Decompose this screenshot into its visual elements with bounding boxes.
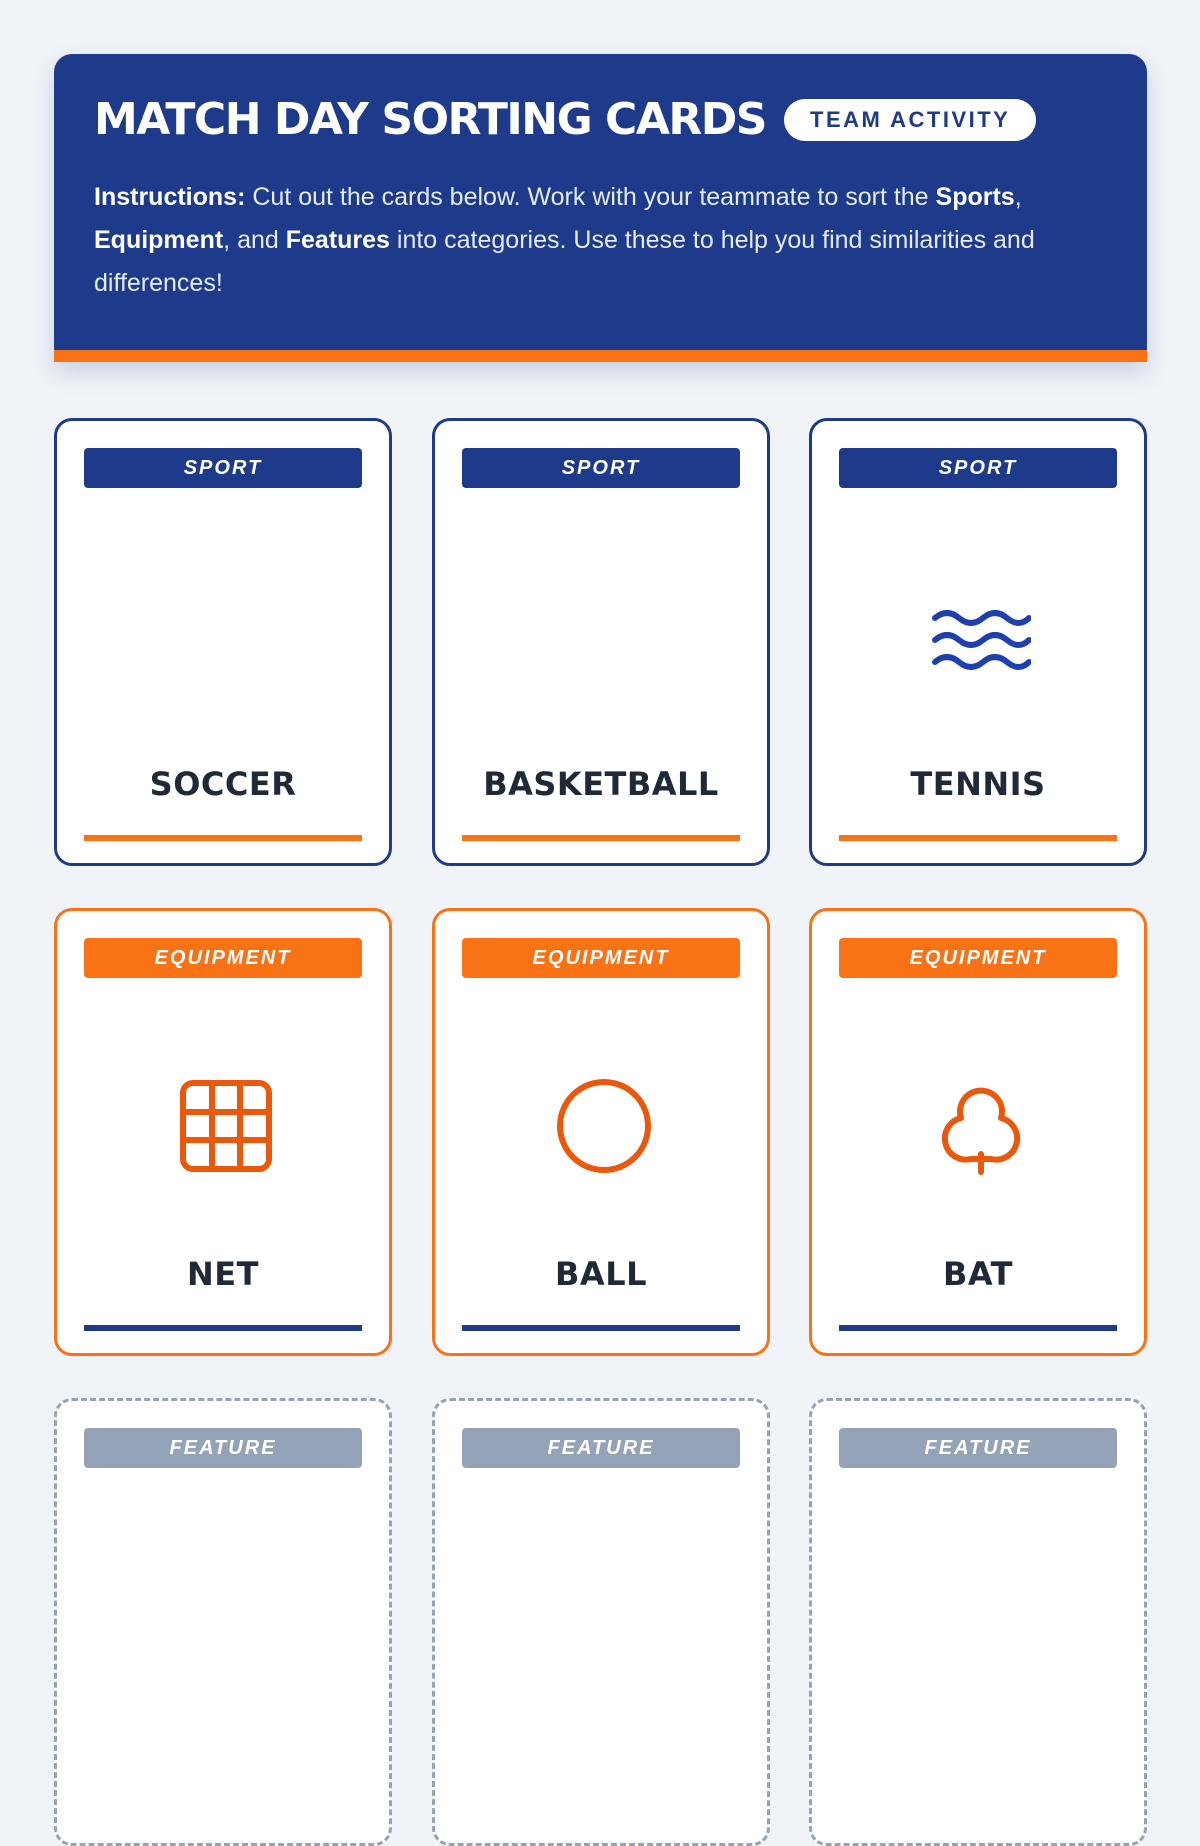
card-divider <box>839 835 1117 841</box>
card-name: NET <box>187 1255 259 1293</box>
instructions-features: Features <box>285 226 390 254</box>
instructions-text <box>94 176 1107 305</box>
card-tag: FEATURE <box>462 1428 740 1468</box>
card-name: BALL <box>555 1255 647 1293</box>
equipment-card-ball[interactable] <box>432 908 770 1356</box>
card-name: BASKETBALL <box>483 765 719 803</box>
feature-card[interactable] <box>432 1398 770 1846</box>
sport-card-basketball[interactable] <box>432 418 770 866</box>
instructions-part-2: into categories. Use these to help you find similarities and differences! <box>94 226 1035 297</box>
feature-card[interactable] <box>54 1398 392 1846</box>
header-banner <box>54 54 1147 362</box>
equipment-card-net[interactable] <box>54 908 392 1356</box>
card-divider <box>462 835 740 841</box>
equipment-card-bat[interactable] <box>809 908 1147 1356</box>
feature-card[interactable] <box>809 1398 1147 1846</box>
instructions-sep-1: , <box>1014 183 1022 211</box>
card-tag: SPORT <box>462 448 740 488</box>
card-tag: SPORT <box>839 448 1117 488</box>
sport-card-soccer[interactable] <box>54 418 392 866</box>
card-tag: EQUIPMENT <box>84 938 362 978</box>
card-tag: FEATURE <box>839 1428 1117 1468</box>
sport-card-tennis[interactable] <box>809 418 1147 866</box>
card-tag: EQUIPMENT <box>839 938 1117 978</box>
card-divider <box>462 1325 740 1331</box>
grid-icon <box>176 1076 276 1176</box>
waves-icon <box>931 586 1031 686</box>
instructions-lead: Instructions: <box>94 183 246 211</box>
team-activity-badge: TEAM ACTIVITY <box>784 99 1036 141</box>
title-row <box>94 94 1107 145</box>
instructions-equipment: Equipment <box>94 226 224 254</box>
instructions-part-1: Cut out the cards below. Work with your teammate to sort the <box>245 183 936 211</box>
instructions-sports: Sports <box>935 183 1015 211</box>
card-tag: SPORT <box>84 448 362 488</box>
card-name: TENNIS <box>910 765 1046 803</box>
card-tag: EQUIPMENT <box>462 938 740 978</box>
circle-icon <box>554 1076 654 1176</box>
page-title: MATCH DAY SORTING CARDS <box>94 94 766 145</box>
card-name: BAT <box>943 1255 1013 1293</box>
card-divider <box>84 835 362 841</box>
card-divider <box>84 1325 362 1331</box>
card-tag: FEATURE <box>84 1428 362 1468</box>
instructions-sep-2: , and <box>223 226 286 254</box>
club-icon <box>931 1076 1031 1176</box>
card-name: SOCCER <box>149 765 297 803</box>
card-divider <box>839 1325 1117 1331</box>
